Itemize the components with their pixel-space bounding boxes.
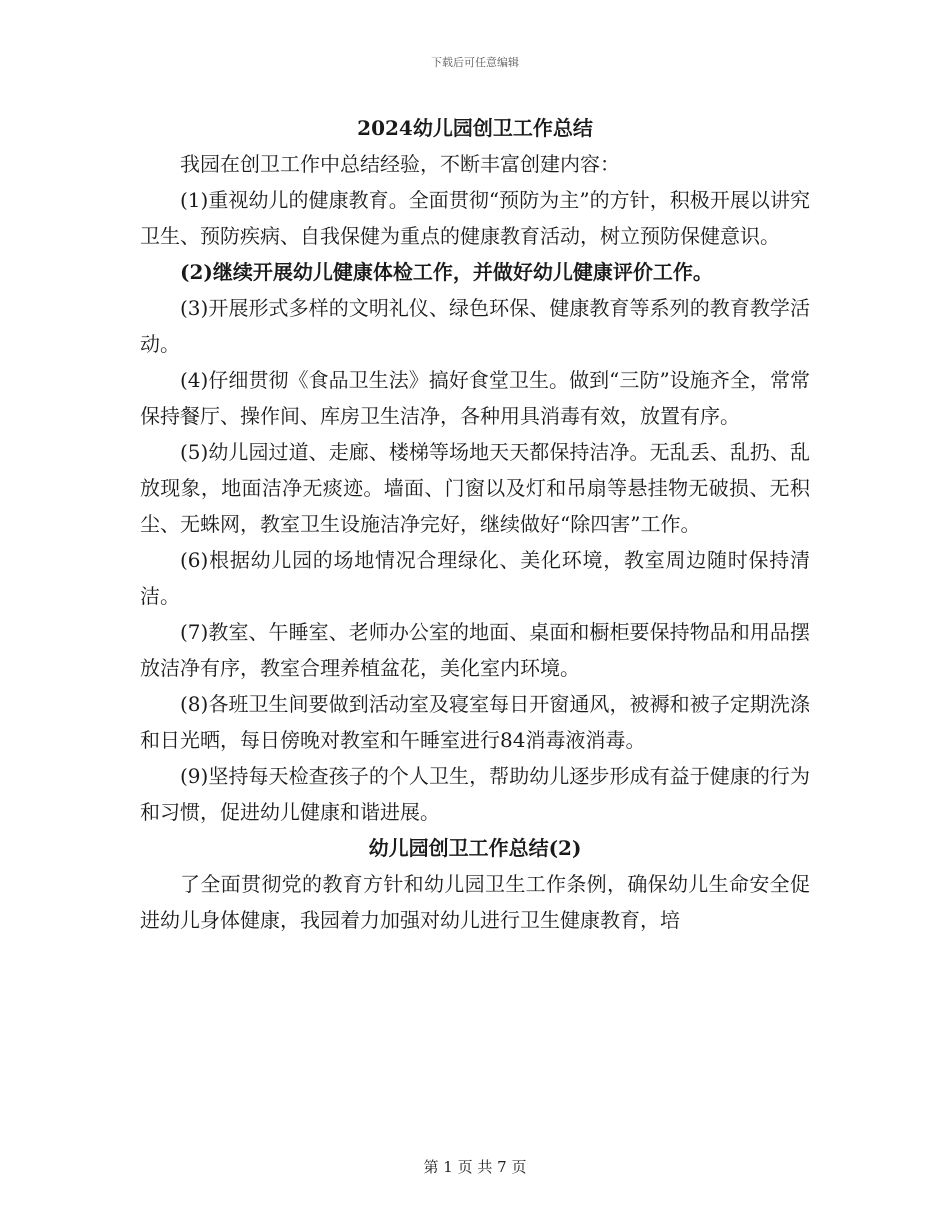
paragraph-item-5: (5)幼儿园过道、走廊、楼梯等场地天天都保持洁净。无乱丢、乱扔、乱放现象，地面洁净无痰迹。墙面、门窗以及灯和吊扇等悬挂物无破损、无积尘、无蛛网，教室卫生设施洁净完好，继续做好“除四害”工作。 bbox=[140, 440, 810, 536]
paragraph-item-8: (8)各班卫生间要做到活动室及寝室每日开窗通风，被褥和被子定期洗涤和日光晒，每日傍晚对教室和午睡室进行84消毒液消毒。 bbox=[140, 692, 810, 752]
paragraph-item-7: (7)教室、午睡室、老师办公室的地面、桌面和橱柜要保持物品和用品摆放洁净有序，教室合理养植盆花，美化室内环境。 bbox=[140, 620, 810, 680]
paragraph-item-4: (4)仔细贯彻《食品卫生法》搞好食堂卫生。做到“三防”设施齐全，常常保持餐厅、操作间、库房卫生洁净，各种用具消毒有效，放置有序。 bbox=[140, 368, 810, 428]
document-title: 2024幼儿园创卫工作总结 bbox=[357, 116, 593, 140]
paragraph-item-3: (3)开展形式多样的文明礼仪、绿色环保、健康教育等系列的教育教学活动。 bbox=[140, 296, 810, 356]
paragraph-item-9: (9)坚持每天检查孩子的个人卫生，帮助幼儿逐步形成有益于健康的行为和习惯，促进幼儿健康和谐进展。 bbox=[140, 764, 810, 824]
paragraph-item-6: (6)根据幼儿园的场地情况合理绿化、美化环境，教室周边随时保持清洁。 bbox=[140, 548, 810, 608]
paragraph-item-2: (2)继续开展幼儿健康体检工作，并做好幼儿健康评价工作。 bbox=[180, 260, 713, 284]
paragraph-intro: 我园在创卫工作中总结经验，不断丰富创建内容： bbox=[180, 152, 620, 176]
paragraph-section2-1: 了全面贯彻党的教育方针和幼儿园卫生工作条例，确保幼儿生命安全促进幼儿身体健康，我园着力加强对幼儿进行卫生健康教育，培 bbox=[140, 872, 810, 932]
document-body bbox=[140, 110, 810, 938]
page-footer: 第 1 页 共 7 页 bbox=[423, 1158, 527, 1176]
section-title-2: 幼儿园创卫工作总结(2) bbox=[368, 836, 582, 860]
paragraph-item-1: (1)重视幼儿的健康教育。全面贯彻“预防为主”的方针，积极开展以讲究卫生、预防疾病、自我保健为重点的健康教育活动，树立预防保健意识。 bbox=[140, 188, 810, 248]
header-note: 下载后可任意编辑 bbox=[431, 56, 519, 69]
